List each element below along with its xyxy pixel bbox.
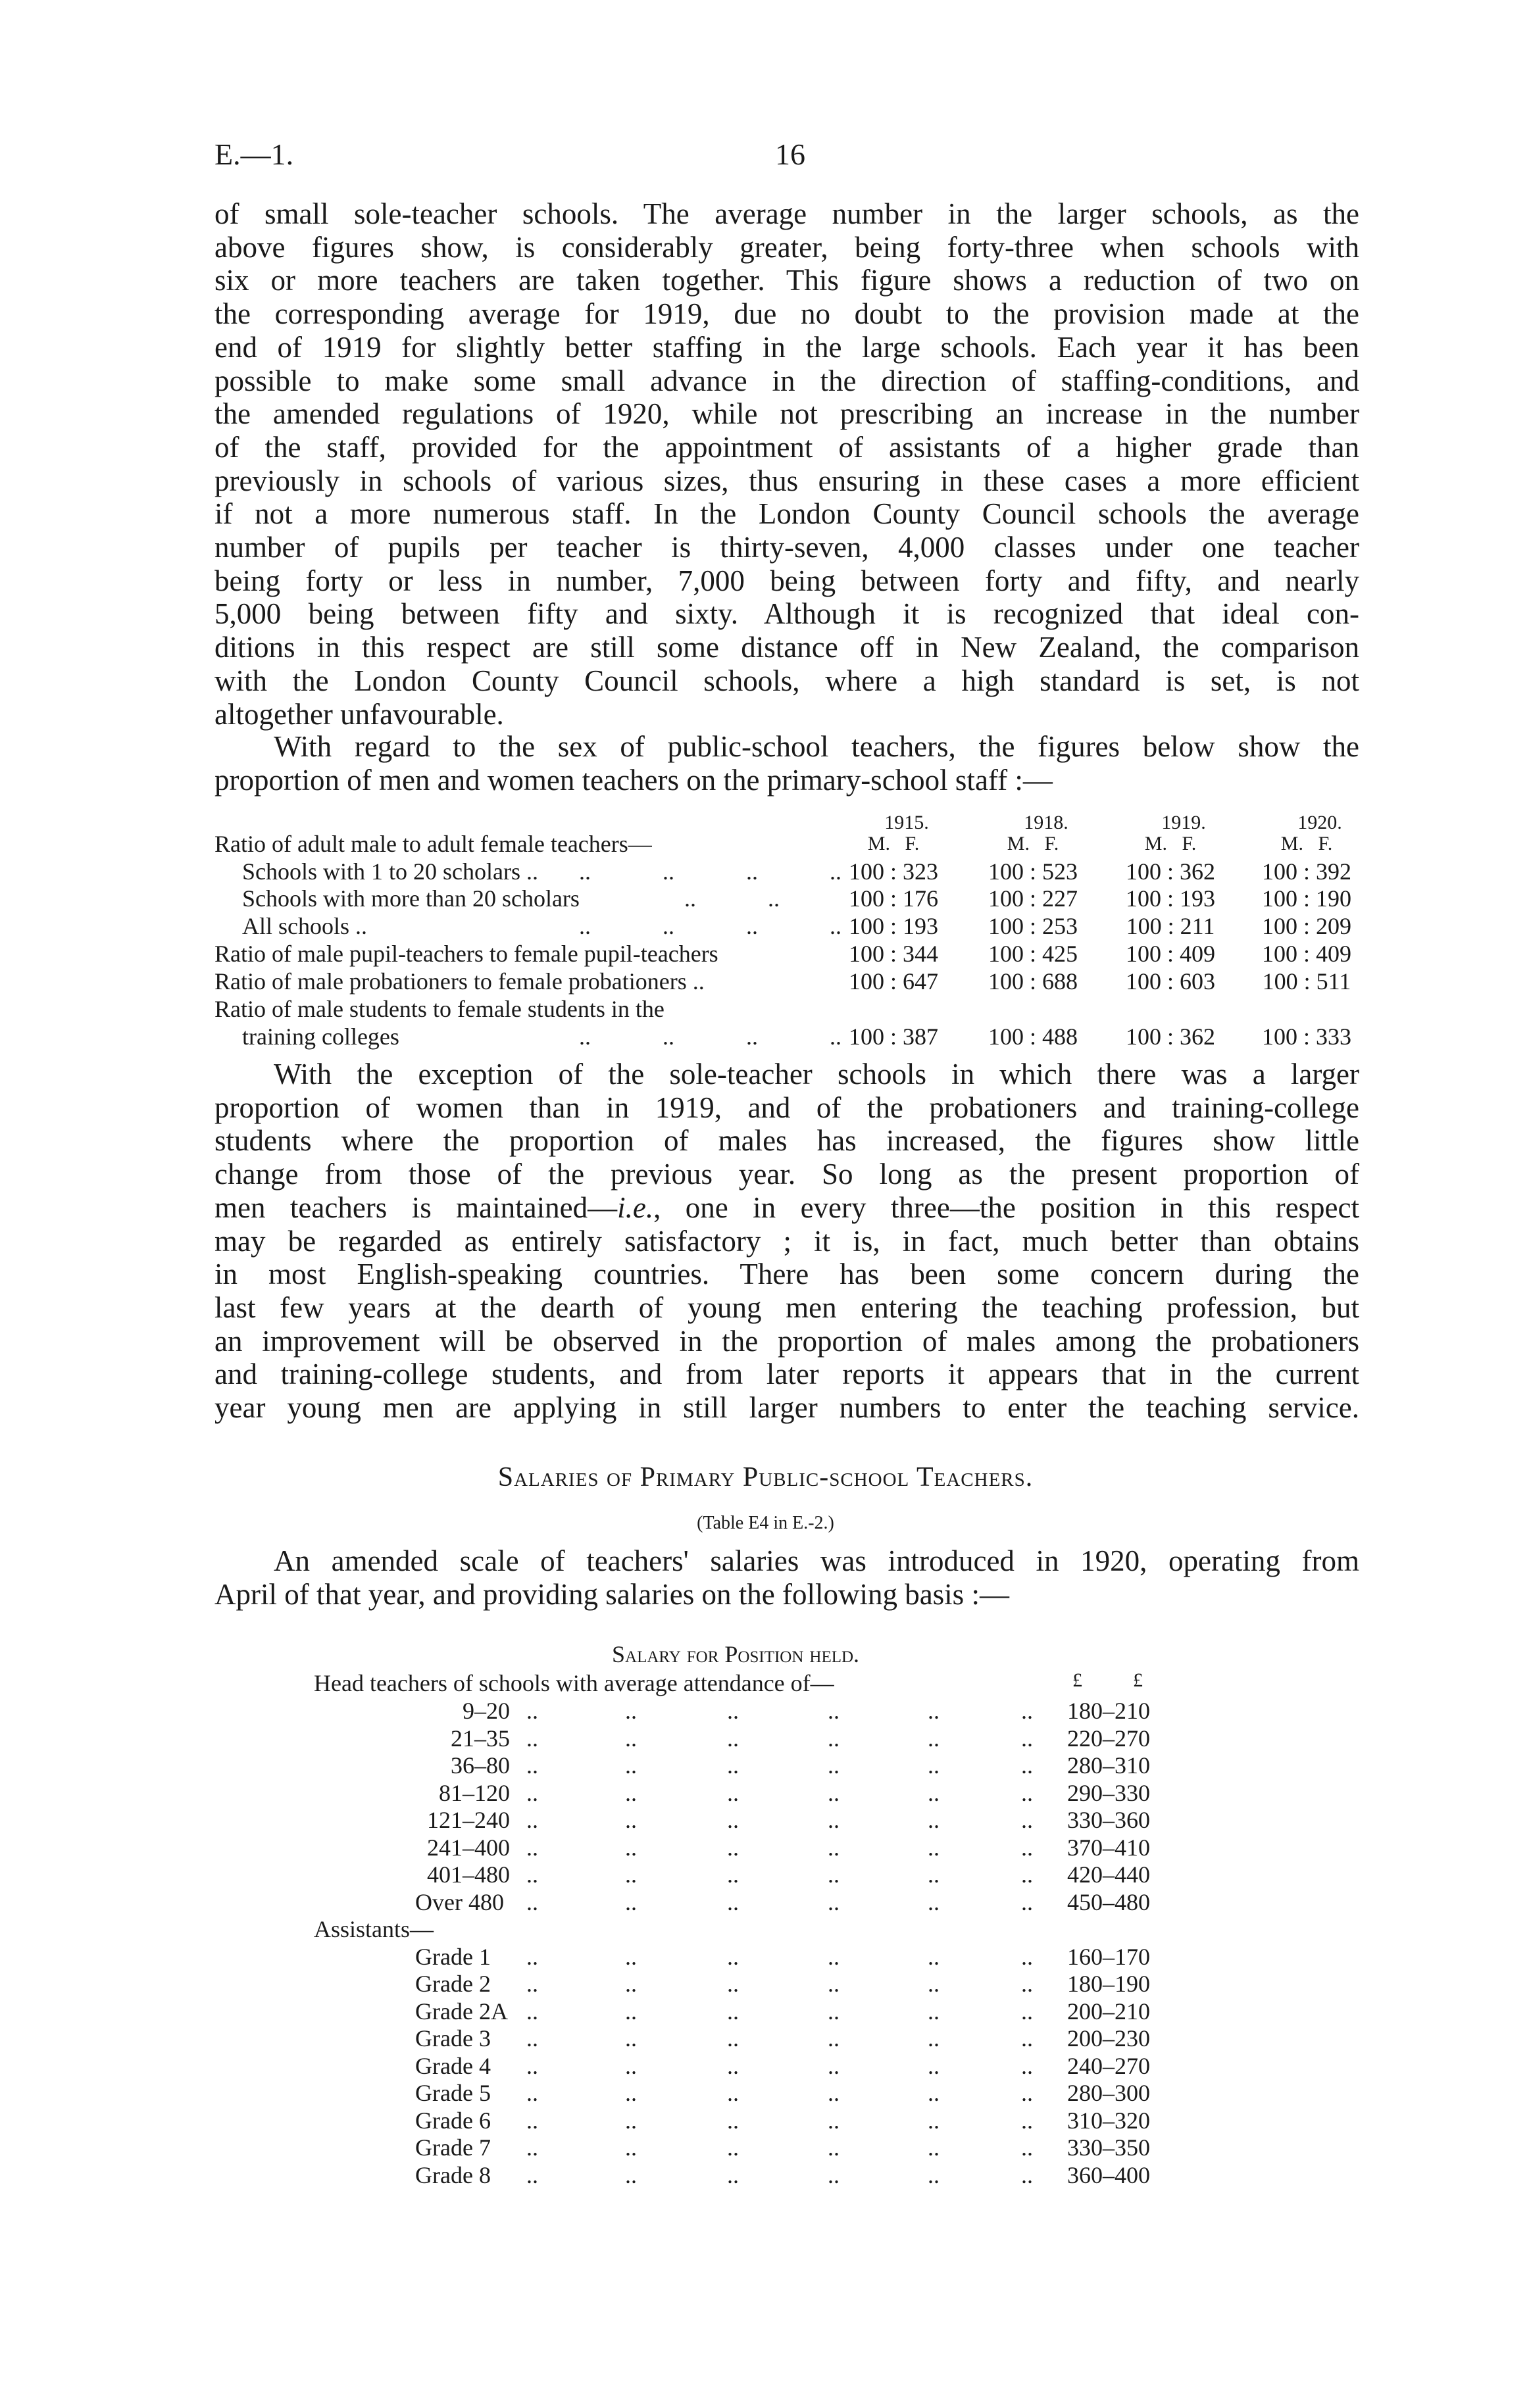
row-label: Grade 3 — [415, 2025, 491, 2052]
salary-value: 360–400 — [1067, 2161, 1150, 2188]
document-reference: E.—1. — [214, 137, 294, 171]
ratio-value: 100 : 392 — [1261, 858, 1351, 885]
dot-leader: .. — [625, 1998, 637, 2025]
dot-leader: .. — [526, 1888, 538, 1915]
dot-leader: .. — [828, 1752, 840, 1779]
dot-leader: .. — [1021, 2161, 1033, 2188]
row-label: 9–20 — [463, 1698, 510, 1724]
ratio-value: 100 : 193 — [1125, 885, 1215, 912]
salary-value: 240–270 — [1067, 2052, 1150, 2079]
ratio-value: 100 : 211 — [1126, 913, 1215, 939]
dot-leader: .. — [625, 2025, 637, 2052]
dot-leader: .. — [928, 2134, 940, 2161]
text-line — [214, 1124, 1359, 1158]
dot-leader: .. — [625, 2107, 637, 2134]
dot-leader: .. — [828, 1779, 840, 1806]
text-line — [214, 1258, 1359, 1291]
text-line — [214, 664, 1359, 698]
dot-leader: .. — [928, 1943, 940, 1970]
dot-leader: .. — [727, 2025, 739, 2052]
text-segment: men teachers is maintained— — [214, 1191, 618, 1224]
salary-value: 180–210 — [1067, 1698, 1150, 1724]
salary-value: 290–330 — [1067, 1779, 1150, 1806]
dot-leader: .. .. .. .. — [579, 858, 841, 885]
dot-leader: .. — [828, 1861, 840, 1888]
text-line — [214, 1391, 1359, 1425]
mf-header: M. F. — [1007, 833, 1059, 854]
text-segment: above figures show, is considerably greater, being forty-three when schools with — [214, 230, 1359, 264]
dot-leader: .. — [928, 1725, 940, 1752]
dot-leader: .. — [625, 2161, 637, 2188]
text-segment: number of pupils per teacher is thirty-seven, 4,000 classes under one teacher — [214, 531, 1359, 564]
dot-leader: .. — [1021, 1779, 1033, 1806]
dot-leader: .. .. .. .. — [579, 1023, 841, 1050]
currency-header: £ — [1133, 1669, 1143, 1691]
text-line — [214, 1544, 1359, 1578]
dot-leader: .. — [828, 1698, 840, 1724]
salary-value: 450–480 — [1067, 1888, 1150, 1915]
text-segment: , one in every three—the position in this respect — [653, 1191, 1360, 1224]
dot-leader: .. — [828, 2052, 840, 2079]
dot-leader: .. — [1021, 2107, 1033, 2134]
dot-leader: .. — [526, 1998, 538, 2025]
dot-leader: .. — [526, 1725, 538, 1752]
dot-leader: .. — [625, 1752, 637, 1779]
row-label: Grade 1 — [415, 1943, 491, 1970]
dot-leader: .. — [727, 2107, 739, 2134]
dot-leader: .. — [928, 1752, 940, 1779]
dot-leader: .. — [526, 1971, 538, 1997]
text-line — [214, 397, 1359, 431]
dot-leader: .. — [1021, 1998, 1033, 2025]
text-segment: may be regarded as entirely satisfactory ; it is, in fact, much better than obtains — [214, 1224, 1359, 1258]
dot-leader: .. — [828, 1725, 840, 1752]
text-segment: i.e. — [617, 1191, 654, 1224]
text-line — [214, 231, 1359, 264]
dot-leader: .. — [727, 1943, 739, 1970]
ratio-value: 100 : 511 — [1262, 968, 1351, 995]
text-segment: being forty or less in number, 7,000 being between forty and fifty, and nearly — [214, 564, 1359, 597]
text-line — [214, 497, 1359, 531]
group-label: Ratio of adult male to adult female teachers— — [214, 831, 652, 857]
dot-leader: .. — [928, 2107, 940, 2134]
row-label: Grade 2 — [415, 1971, 491, 1997]
dot-leader: .. — [727, 1888, 739, 1915]
dot-leader: .. — [828, 1888, 840, 1915]
dot-leader: .. — [526, 1834, 538, 1861]
text-line — [214, 564, 1359, 598]
dot-leader: .. — [828, 2025, 840, 2052]
dot-leader: .. — [727, 1834, 739, 1861]
ratio-value: 100 : 409 — [1125, 941, 1215, 967]
mf-header: M. F. — [867, 833, 920, 854]
text-segment: and training-college students, and from later reports it appears that in the current — [214, 1358, 1359, 1391]
dot-leader: .. — [928, 2025, 940, 2052]
ratio-value: 100 : 409 — [1261, 941, 1351, 967]
dot-leader: .. — [727, 1752, 739, 1779]
text-segment: the amended regulations of 1920, while not prescribing an increase in the number — [214, 397, 1359, 431]
row-label: Schools with 1 to 20 scholars .. — [242, 858, 538, 885]
dot-leader: .. — [928, 1998, 940, 2025]
dot-leader: .. — [526, 1943, 538, 1970]
dot-leader: .. — [928, 2161, 940, 2188]
dot-leader: .. — [1021, 2134, 1033, 2161]
text-segment: ditions in this respect are still some distance off in New Zealand, the comparison — [214, 631, 1359, 664]
dot-leader: .. — [828, 1807, 840, 1833]
dot-leader: .. — [625, 2134, 637, 2161]
dot-leader: .. — [526, 2052, 538, 2079]
row-label: Grade 5 — [415, 2080, 491, 2106]
dot-leader: .. — [727, 2052, 739, 2079]
dot-leader: .. — [828, 2161, 840, 2188]
salary-value: 280–310 — [1067, 1752, 1150, 1779]
dot-leader: .. — [828, 1943, 840, 1970]
dot-leader: .. — [625, 1698, 637, 1724]
dot-leader: .. — [1021, 1834, 1033, 1861]
dot-leader: .. — [1021, 1752, 1033, 1779]
assistants-label: Assistants— — [314, 1916, 434, 1942]
text-line — [214, 1158, 1359, 1191]
paragraph-sex-of-teachers — [214, 730, 1359, 797]
text-line — [214, 1325, 1359, 1358]
dot-leader: .. — [1021, 2080, 1033, 2106]
dot-leader: .. — [1021, 2052, 1033, 2079]
dot-leader: .. — [1021, 1725, 1033, 1752]
dot-leader: .. — [1021, 1943, 1033, 1970]
dot-leader: .. — [928, 1888, 940, 1915]
text-line — [214, 1291, 1359, 1325]
text-line — [214, 197, 1359, 231]
row-label: Grade 7 — [415, 2134, 491, 2161]
dot-leader: .. — [526, 2134, 538, 2161]
ratio-value: 100 : 362 — [1125, 1023, 1215, 1050]
dot-leader: .. — [1021, 1807, 1033, 1833]
text-segment: proportion of women than in 1919, and of the probationers and training-college — [214, 1091, 1359, 1124]
row-label: 21–35 — [451, 1725, 510, 1752]
dot-leader: .. — [625, 1725, 637, 1752]
salary-value: 180–190 — [1067, 1971, 1150, 1997]
ratio-value: 100 : 523 — [988, 858, 1078, 885]
text-line — [214, 364, 1359, 398]
text-segment: year young men are applying in still larger numbers to enter the teaching service. — [214, 1391, 1359, 1425]
text-line — [214, 1191, 1359, 1225]
mf-header: M. F. — [1144, 833, 1197, 854]
mf-header: M. F. — [1280, 833, 1333, 854]
text-segment: in most English-speaking countries. There has been some concern during the — [214, 1258, 1359, 1291]
ratio-value: 100 : 176 — [848, 885, 938, 912]
text-segment: An amended scale of teachers' salaries was introduced in 1920, operating from — [274, 1544, 1359, 1577]
salary-value: 220–270 — [1067, 1725, 1150, 1752]
dot-leader: .. — [928, 2052, 940, 2079]
dot-leader: .. — [928, 2080, 940, 2106]
dot-leader: .. — [526, 2025, 538, 2052]
row-label: 401–480 — [427, 1861, 510, 1888]
row-label: Ratio of male pupil-teachers to female pupil-teachers — [214, 941, 718, 967]
dot-leader: .. — [727, 1807, 739, 1833]
row-label: Grade 2A — [415, 1998, 508, 2025]
paragraph-salary-scale — [214, 1544, 1359, 1611]
salary-value: 310–320 — [1067, 2107, 1150, 2134]
salary-value: 280–300 — [1067, 2080, 1150, 2106]
dot-leader: .. — [828, 2134, 840, 2161]
ratio-value: 100 : 425 — [988, 941, 1078, 967]
dot-leader: .. — [727, 1779, 739, 1806]
ratio-value: 100 : 647 — [848, 968, 938, 995]
salary-value: 420–440 — [1067, 1861, 1150, 1888]
paragraph-staffing — [214, 197, 1359, 731]
dot-leader: .. — [928, 1698, 940, 1724]
text-segment: With regard to the sex of public-school teachers, the figures below show the — [274, 730, 1359, 763]
dot-leader: .. — [625, 1779, 637, 1806]
dot-leader: .. — [625, 1943, 637, 1970]
salary-value: 160–170 — [1067, 1943, 1150, 1970]
dot-leader: .. — [526, 1752, 538, 1779]
dot-leader: .. — [828, 1834, 840, 1861]
row-label: 121–240 — [427, 1807, 510, 1833]
dot-leader: .. — [526, 2107, 538, 2134]
dot-leader: .. — [727, 1998, 739, 2025]
section-heading: Salaries of Primary Public-school Teachers. — [497, 1462, 1034, 1492]
row-label: Over 480 — [415, 1888, 504, 1915]
dot-leader: .. — [928, 1834, 940, 1861]
row-label: 81–120 — [439, 1779, 510, 1806]
dot-leader: .. — [727, 1861, 739, 1888]
text-segment: altogether unfavourable. — [214, 697, 504, 731]
text-line — [214, 1058, 1359, 1091]
dot-leader: .. — [928, 1807, 940, 1833]
dot-leader: .. — [1021, 1888, 1033, 1915]
row-label: Grade 6 — [415, 2107, 491, 2134]
dot-leader: .. — [727, 1725, 739, 1752]
dot-leader: .. — [928, 1971, 940, 1997]
row-label: training colleges — [242, 1023, 399, 1050]
text-line — [214, 297, 1359, 331]
dot-leader: .. .. — [684, 885, 780, 912]
ratio-value: 100 : 253 — [988, 913, 1078, 939]
text-segment: of small sole-teacher schools. The average number in the larger schools, as the — [214, 197, 1359, 230]
ratio-value: 100 : 323 — [848, 858, 938, 885]
text-segment: proportion of men and women teachers on the primary-school staff :— — [214, 763, 1053, 797]
text-segment: end of 1919 for slightly better staffing in the large schools. Each year it has been — [214, 330, 1359, 364]
dot-leader: .. — [928, 1779, 940, 1806]
text-segment: April of that year, and providing salaries on the following basis :— — [214, 1577, 1009, 1611]
text-segment: six or more teachers are taken together. This figure shows a reduction of two on — [214, 264, 1359, 297]
dot-leader: .. — [828, 2080, 840, 2106]
dot-leader: .. — [526, 1861, 538, 1888]
currency-header: £ — [1072, 1669, 1082, 1691]
row-label: Ratio of male students to female students in the — [214, 996, 665, 1022]
dot-leader: .. — [727, 2080, 739, 2106]
text-segment: students where the proportion of males has increased, the figures show little — [214, 1124, 1359, 1158]
row-label: All schools .. — [242, 913, 368, 939]
dot-leader: .. — [625, 1834, 637, 1861]
year-header: 1920. — [1297, 812, 1342, 833]
row-label: Grade 4 — [415, 2052, 491, 2079]
dot-leader: .. — [625, 2052, 637, 2079]
dot-leader: .. — [526, 1779, 538, 1806]
dot-leader: .. — [727, 2161, 739, 2188]
dot-leader: .. — [526, 2161, 538, 2188]
salary-value: 330–360 — [1067, 1807, 1150, 1833]
ratio-value: 100 : 227 — [988, 885, 1078, 912]
dot-leader: .. — [1021, 2025, 1033, 2052]
head-teachers-label: Head teachers of schools with average attendance of— — [314, 1670, 834, 1696]
ratio-value: 100 : 603 — [1125, 968, 1215, 995]
dot-leader: .. — [828, 1971, 840, 1997]
text-line — [214, 331, 1359, 364]
text-line — [214, 730, 1359, 764]
text-line — [214, 631, 1359, 664]
ratio-value: 100 : 488 — [988, 1023, 1078, 1050]
table-reference: (Table E4 in E.-2.) — [697, 1513, 834, 1533]
salary-value: 200–210 — [1067, 1998, 1150, 2025]
text-line — [214, 464, 1359, 498]
ratio-value: 100 : 344 — [848, 941, 938, 967]
dot-leader: .. — [727, 2134, 739, 2161]
dot-leader: .. — [828, 1998, 840, 2025]
dot-leader: .. — [727, 1698, 739, 1724]
text-line — [214, 698, 1359, 731]
row-label: Schools with more than 20 scholars — [242, 885, 580, 912]
page-number: 16 — [775, 137, 805, 171]
text-segment: 5,000 being between fifty and sixty. Although it is recognized that ideal con- — [214, 597, 1359, 631]
dot-leader: .. — [526, 1698, 538, 1724]
text-line — [214, 431, 1359, 464]
text-line — [214, 764, 1359, 797]
row-label: 36–80 — [451, 1752, 510, 1779]
text-line — [214, 597, 1359, 631]
text-segment: possible to make some small advance in the direction of staffing-conditions, and — [214, 364, 1359, 397]
text-segment: the corresponding average for 1919, due no doubt to the provision made at the — [214, 297, 1359, 331]
ratio-value: 100 : 209 — [1261, 913, 1351, 939]
text-segment: of the staff, provided for the appointment of assistants of a higher grade than — [214, 430, 1359, 464]
ratio-value: 100 : 688 — [988, 968, 1078, 995]
text-segment: previously in schools of various sizes, thus ensuring in these cases a more efficient — [214, 464, 1359, 497]
row-label: 241–400 — [427, 1834, 510, 1861]
ratio-value: 100 : 387 — [848, 1023, 938, 1050]
dot-leader: .. — [625, 1861, 637, 1888]
dot-leader: .. — [1021, 1971, 1033, 1997]
year-header: 1918. — [1024, 812, 1068, 833]
dot-leader: .. — [625, 1971, 637, 1997]
dot-leader: .. — [625, 1807, 637, 1833]
paragraph-exception — [214, 1058, 1359, 1425]
salary-value: 200–230 — [1067, 2025, 1150, 2052]
dot-leader: .. — [526, 2080, 538, 2106]
text-segment: with the London County Council schools, where a high standard is set, is not — [214, 664, 1359, 697]
text-line — [214, 1091, 1359, 1125]
dot-leader: .. — [828, 2107, 840, 2134]
text-segment: change from those of the previous year. So long as the present proportion of — [214, 1158, 1359, 1191]
salary-value: 370–410 — [1067, 1834, 1150, 1861]
text-segment: With the exception of the sole-teacher schools in which there was a larger — [274, 1058, 1359, 1091]
dot-leader: .. — [1021, 1861, 1033, 1888]
year-header: 1919. — [1161, 812, 1206, 833]
dot-leader: .. — [928, 1861, 940, 1888]
salary-value: 330–350 — [1067, 2134, 1150, 2161]
dot-leader: .. — [1021, 1698, 1033, 1724]
dot-leader: .. .. .. .. — [579, 913, 841, 939]
text-segment: an improvement will be observed in the proportion of males among the probationers — [214, 1324, 1359, 1358]
ratio-value: 100 : 193 — [848, 913, 938, 939]
row-label: Ratio of male probationers to female probationers .. — [214, 968, 705, 995]
text-line — [214, 1578, 1359, 1611]
year-header: 1915. — [884, 812, 929, 833]
text-line — [214, 531, 1359, 564]
ratio-value: 100 : 190 — [1261, 885, 1351, 912]
text-line — [214, 1225, 1359, 1258]
dot-leader: .. — [526, 1807, 538, 1833]
text-segment: last few years at the dearth of young men entering the teaching profession, but — [214, 1290, 1359, 1324]
text-segment: if not a more numerous staff. In the London County Council schools the average — [214, 497, 1359, 531]
ratio-value: 100 : 362 — [1125, 858, 1215, 885]
dot-leader: .. — [625, 1888, 637, 1915]
dot-leader: .. — [727, 1971, 739, 1997]
salary-table-title: Salary for Position held. — [612, 1641, 860, 1667]
dot-leader: .. — [625, 2080, 637, 2106]
row-label: Grade 8 — [415, 2161, 491, 2188]
text-line — [214, 1358, 1359, 1391]
text-line — [214, 264, 1359, 297]
ratio-value: 100 : 333 — [1261, 1023, 1351, 1050]
